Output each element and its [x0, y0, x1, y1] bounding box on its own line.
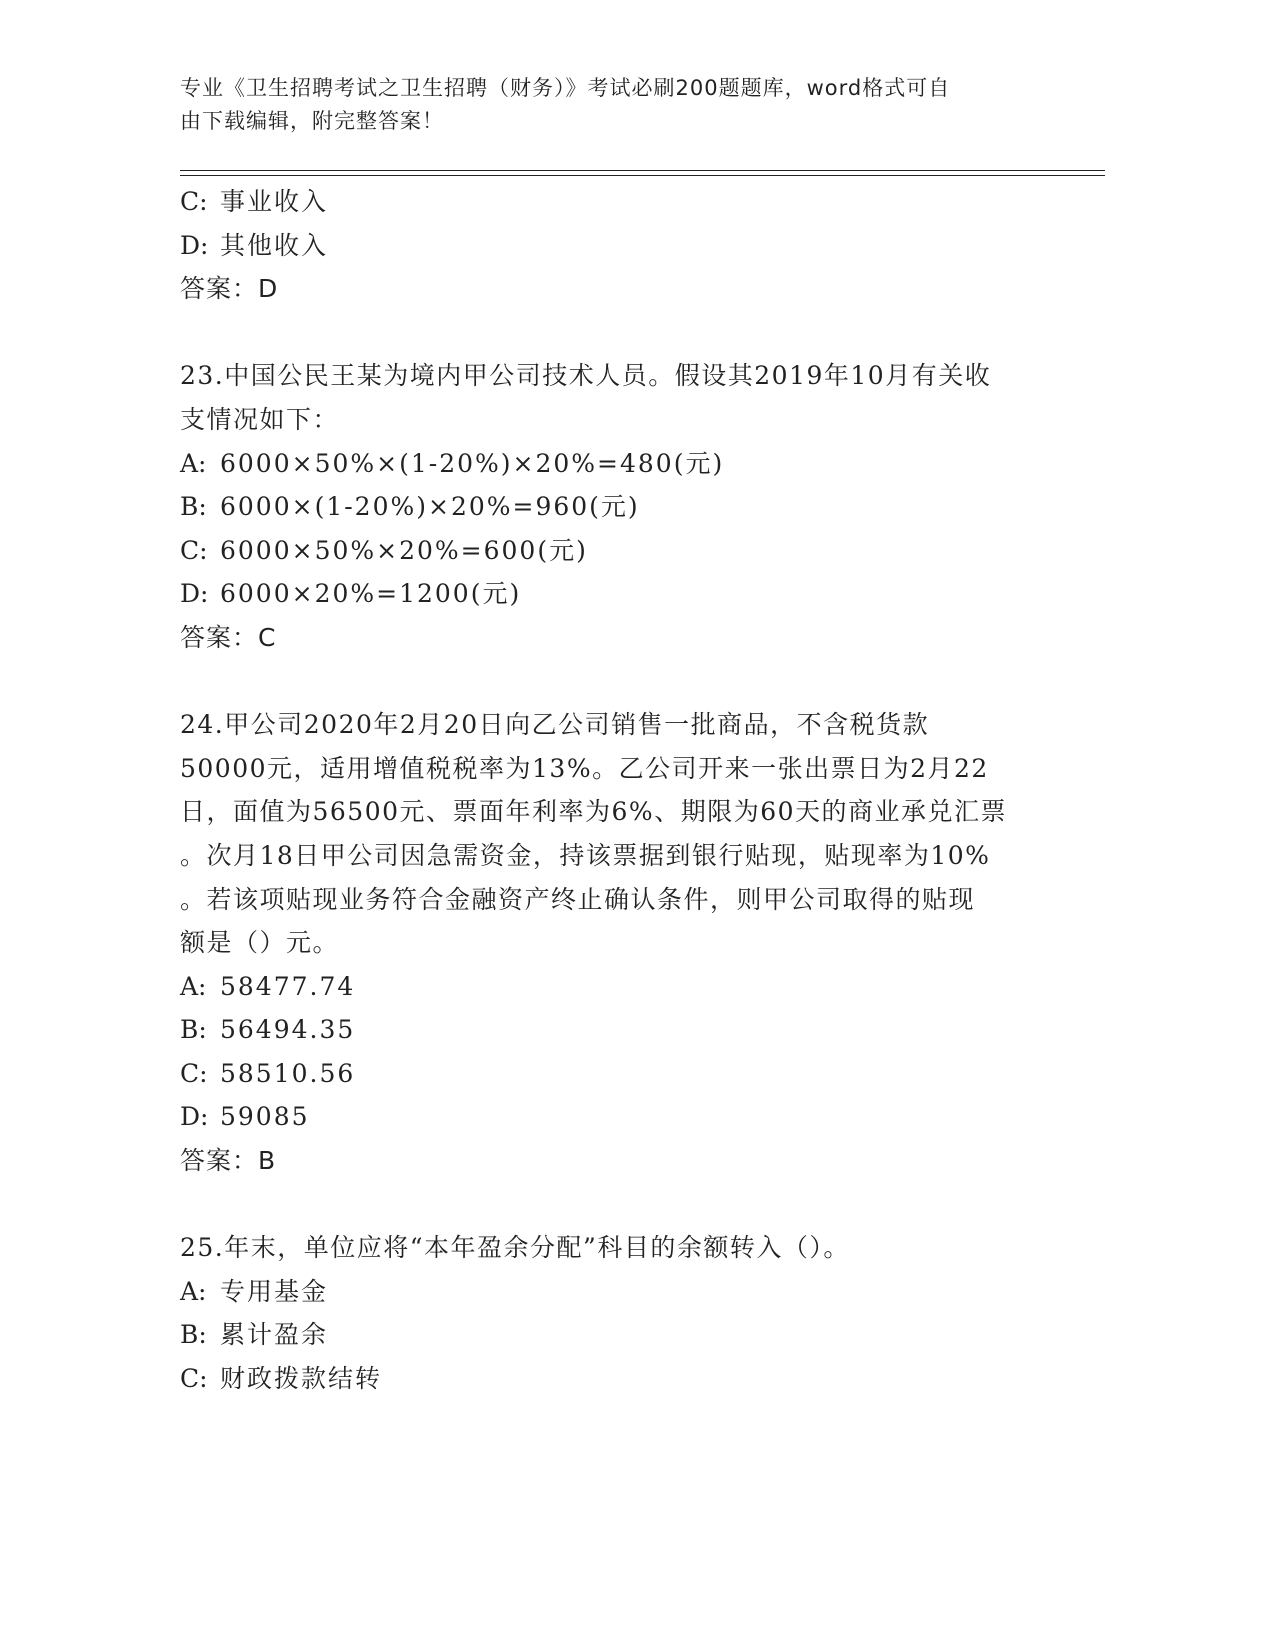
question-23 [180, 354, 1080, 659]
option-letter: B: [180, 492, 207, 522]
option-letter: A: [180, 971, 207, 1001]
option-text: 58477.74 [220, 971, 356, 1001]
option-text: 6000×50%×(1-20%)×20%=480(元) [220, 448, 725, 478]
option-c [180, 180, 1080, 224]
option-letter: B: [180, 1320, 207, 1350]
option-d [180, 1095, 1080, 1139]
option-text: 累计盈余 [220, 1320, 329, 1350]
option-text: 58510.56 [220, 1058, 356, 1088]
question-stem-line: 23.中国公民王某为境内甲公司技术人员。假设其2019年10月有关收 [180, 361, 992, 391]
header-divider-bottom [180, 175, 1105, 176]
option-letter: D: [180, 230, 209, 260]
option-c [180, 1357, 1080, 1401]
question-stem-line: 50000元，适用增值税税率为13%。乙公司开来一张出票日为2月22 [180, 753, 989, 783]
option-letter: C: [180, 535, 208, 565]
option-text: 6000×50%×20%=600(元) [220, 535, 588, 565]
answer-line: 答案：C [180, 622, 277, 652]
option-text: 财政拨款结转 [220, 1364, 383, 1394]
option-letter: C: [180, 1364, 208, 1394]
question-stem-line: 额是（）元。 [180, 928, 340, 958]
spacer [180, 660, 1080, 704]
option-text: 事业收入 [220, 187, 329, 216]
answer-line: 答案：D [180, 274, 279, 304]
option-a [180, 1270, 1080, 1314]
spacer [180, 1183, 1080, 1227]
option-b [180, 1313, 1080, 1357]
option-a [180, 965, 1080, 1009]
option-text: 59085 [220, 1102, 310, 1132]
option-letter: C: [180, 1058, 208, 1088]
question-stem-line: 。次月18日甲公司因急需资金，持该票据到银行贴现，贴现率为10% [180, 840, 991, 870]
answer-line: 答案：B [180, 1146, 277, 1176]
spacer [180, 311, 1080, 355]
option-letter: A: [180, 448, 207, 478]
header-title-line-1: 专业《卫生招聘考试之卫生招聘（财务）》考试必刷200题题库，word格式可自 [180, 76, 951, 100]
question-stem-line: 。若该项贴现业务符合金融资产终止确认条件，则甲公司取得的贴现 [180, 884, 976, 914]
option-letter: D: [180, 579, 209, 609]
option-c [180, 529, 1080, 573]
question-stem-line: 24.甲公司2020年2月20日向乙公司销售一批商品，不含税货款 [180, 710, 930, 740]
option-text: 其他收入 [220, 230, 329, 260]
option-text: 专用基金 [220, 1276, 329, 1306]
question-stem-line: 25.年末，单位应将“本年盈余分配”科目的余额转入（）。 [180, 1233, 850, 1263]
question-stem-line: 支情况如下： [180, 404, 340, 434]
option-letter: D: [180, 1102, 209, 1132]
option-c [180, 1052, 1080, 1096]
option-b [180, 485, 1080, 529]
question-22 [180, 180, 1080, 311]
option-letter: C: [180, 187, 208, 216]
option-d [180, 572, 1080, 616]
option-text: 6000×(1-20%)×20%=960(元) [220, 492, 640, 522]
question-list [180, 180, 1080, 1401]
question-25 [180, 1226, 1080, 1400]
question-stem-line: 日，面值为56500元、票面年利率为6%、期限为60天的商业承兑汇票 [180, 797, 1008, 827]
option-letter: B: [180, 1015, 207, 1045]
option-text: 6000×20%=1200(元) [220, 579, 522, 609]
header-divider-top [180, 170, 1105, 171]
option-letter: A: [180, 1276, 207, 1306]
option-d [180, 224, 1080, 268]
document-header [180, 72, 1040, 138]
question-24 [180, 703, 1080, 1183]
option-text: 56494.35 [220, 1015, 356, 1045]
option-a [180, 442, 1080, 486]
header-title-line-2: 由下载编辑，附完整答案！ [180, 109, 444, 133]
option-b [180, 1008, 1080, 1052]
